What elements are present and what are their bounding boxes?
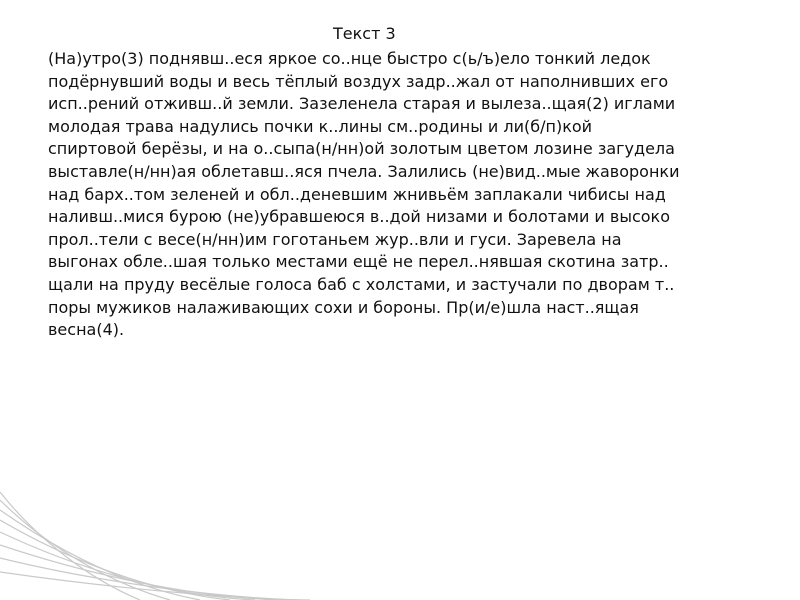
text-body [48,48,798,342]
text-line: щали на пруду весёлые голоса баб с холстами, и застучали по дворам т.. [48,274,675,294]
text-line: исп..рений отживш..й земли. Зазеленела старая и вылеза..щая(2) иглами [48,94,676,114]
text-line: прол..тели с весе(н/нн)им гоготаньем жур..вли и гуси. Заревела на [48,229,622,249]
text-line: (На)утро(3) поднявш..еся яркое со..нце быстро с(ь/ъ)ело тонкий ледок [48,49,651,68]
text-line: спиртовой берёзы, и на о..сыпа(н/нн)ой золотым цветом лозине загудела [48,139,675,159]
text-line: выгонах обле..шая только местами ещё не перел..нявшая скотина затр.. [48,252,669,272]
text-line: весна(4). [48,320,125,340]
text-line: поры мужиков налаживающих сохи и бороны. Пр(и/е)шла наст..ящая [48,297,639,317]
text-line: подёрнувший воды и весь тёплый воздух задр..жал от наполнивших его [48,71,669,91]
text-line: молодая трава надулись почки к..лины см..родины и ли(б/п)кой [48,116,593,136]
text-line: наливш..мися бурою (не)убравшеюся в..дой низами и болотами и высоко [48,207,671,227]
text-line: над барх..том зеленей и обл..деневшим жнивьём заплакали чибисы над [48,184,666,204]
text-title: Текст 3 [333,24,396,43]
text-line: выставле(н/нн)ая облетавш..яся пчела. Залились (не)вид..мые жаворонки [48,161,680,181]
